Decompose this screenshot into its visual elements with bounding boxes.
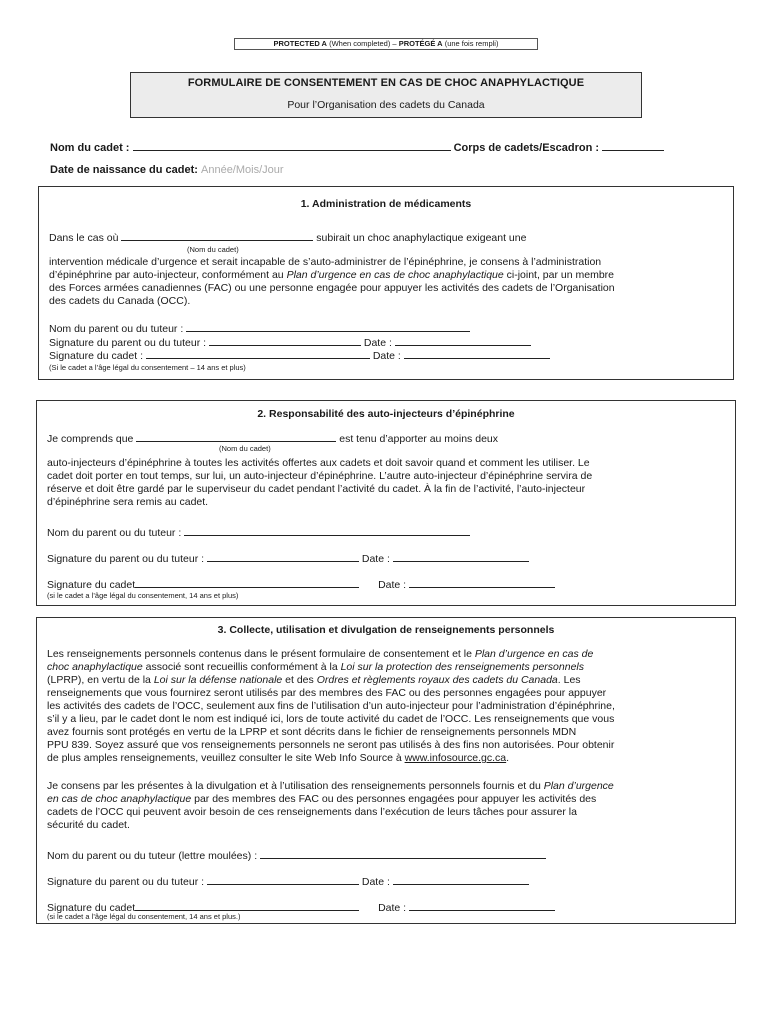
section1-parent-sig-row: Signature du parent ou du tuteur : Date : — [49, 335, 531, 350]
section1-cadet-sig-field[interactable] — [146, 348, 370, 359]
section1-parent-date-field[interactable] — [395, 335, 531, 346]
section2-intro: Je comprends que est tenu d’apporter au moins deux — [47, 433, 498, 445]
protected-fr: PROTÉGÉ A — [398, 39, 443, 48]
section2-age-note: (si le cadet a l’âge légal du consentement, 14 ans et plus) — [47, 591, 239, 600]
section2-cadet-name-field[interactable] — [136, 431, 336, 442]
section-medication — [38, 186, 734, 380]
section3-cadet-sig-row: Signature du cadet Date : — [47, 900, 555, 915]
protected-fr-note: (une fois rempli) — [444, 39, 499, 48]
section1-cadet-name-field[interactable] — [121, 230, 313, 241]
section1-parent-name-field[interactable] — [186, 321, 470, 332]
section1-intro: Dans le cas où subirait un choc anaphylactique exigeant une — [49, 232, 527, 244]
section2-name-hint: (Nom du cadet) — [219, 444, 271, 453]
protected-en-note: (When completed) – — [329, 39, 399, 48]
section2-parent-name-field[interactable] — [184, 525, 470, 536]
section3-consent-paragraph: Je consens par les présentes à la divulgation et à l’utilisation des renseignements personnels fournis et du Plan d’urgence en cas de choc anaphylactique par des membres des FAC ou des personnes engagées pour appuyer les activités des cadets de l’OCC qui peuvent avoir besoin de ces renseignements dans l’exécution de leurs tâches pour assurer la sécurité du cadet. — [47, 780, 614, 831]
section1-parent-name-row: Nom du parent ou du tuteur : — [49, 321, 470, 336]
section3-cadet-sig-field[interactable] — [135, 900, 359, 911]
form-title: FORMULAIRE DE CONSENTEMENT EN CAS DE CHOC ANAPHYLACTIQUE — [187, 77, 585, 89]
section2-parent-date-field[interactable] — [393, 551, 529, 562]
section1-title: 1. Administration de médicaments — [300, 198, 472, 210]
section3-parent-name-row: Nom du parent ou du tuteur (lettre moulées) : — [47, 848, 546, 863]
section3-parent-date-field[interactable] — [393, 874, 529, 885]
infosource-link[interactable]: www.infosource.gc.ca — [404, 752, 507, 764]
cadet-name-row — [50, 140, 664, 154]
section3-cadet-date-field[interactable] — [409, 900, 555, 911]
section-privacy — [36, 617, 736, 924]
protected-header — [234, 38, 538, 50]
section2-parent-sig-row: Signature du parent ou du tuteur : Date : — [47, 551, 529, 566]
dob-field[interactable]: Année/Mois/Jour — [201, 164, 284, 176]
section1-cadet-date-field[interactable] — [404, 348, 550, 359]
section3-title: 3. Collecte, utilisation et divulgation de renseignements personnels — [217, 624, 555, 636]
section3-parent-sig-field[interactable] — [207, 874, 359, 885]
section3-parent-name-field[interactable] — [260, 848, 546, 859]
section2-parent-name-row: Nom du parent ou du tuteur : — [47, 525, 470, 540]
section2-cadet-date-field[interactable] — [409, 577, 555, 588]
section2-cadet-sig-field[interactable] — [135, 577, 359, 588]
form-subtitle: Pour l’Organisation des cadets du Canada — [287, 99, 485, 111]
cadet-name-label: Nom du cadet : — [50, 142, 133, 154]
section3-privacy-paragraph: Les renseignements personnels contenus dans le présent formulaire de consentement et le Plan d’urgence en cas de choc anaphylactique associé sont recueillis conformément à la Loi sur la protection des renseignements personnels (LPRP), en vertu de la Loi sur la défense nationale et des Ordres et règlements royaux des cadets du Canada. Les renseignements que vous fournirez seront utilisés par des membres des FAC ou des personnes engagées pour appuyer les activités des cadets de l’OCC, seulement aux fins de l’utilisation d’un auto-injecteur pour l’administration d’épinéphrine, s’il y a lieu, par le cadet dont le nom est indiqué ici, lors de toute activité du cadet de l’OCC. Les renseignements que vous avez fournis sont protégés en vertu de la LPRP et sont décrits dans le fichier de renseignements personnels MDN PPU 839. Soyez assuré que vos renseignements personnels ne seront pas utilisés à des fins non autorisées. Pour obtenir de plus amples renseignements, veuillez consulter le site Web Info Source à www.infosource.gc.ca. — [47, 648, 615, 764]
section2-paragraph: auto-injecteurs d’épinéphrine à toutes les activités offertes aux cadets et doit savoir quand et comment les utiliser. Le cadet doit porter en tout temps, sur lui, un auto-injecteur d’épinéphrine. L’autre auto-injecteur d’épinéphrine servira de réserve et doit être gardé par le superviseur du cadet pendant l’activité du cadet. À la fin de l’activité, l’auto-injecteur d’épinéphrine sera remis au cadet. — [47, 457, 593, 508]
section1-paragraph: intervention médicale d’urgence et serait incapable de s’auto-administrer de l’épinéphrine, je consens à l’administration d’épinéphrine par auto-injecteur, conformément au Plan d’urgence en cas de choc anaphylactique ci-joint, par un membre des Forces armées canadiennes (FAC) ou une personne engagée pour appuyer les activités des cadets de l’Organisation des cadets du Canada (OCC). — [49, 256, 615, 307]
corps-label: Corps de cadets/Escadron : — [453, 142, 603, 154]
section2-cadet-sig-row: Signature du cadet Date : — [47, 577, 555, 592]
dob-row — [50, 164, 284, 176]
protected-en: PROTECTED A — [273, 39, 327, 48]
corps-field[interactable] — [602, 140, 664, 151]
section3-parent-sig-row: Signature du parent ou du tuteur : Date : — [47, 874, 529, 889]
section1-cadet-sig-row: Signature du cadet : Date : — [49, 348, 550, 363]
title-box — [130, 72, 642, 118]
section1-age-note: (Si le cadet a l’âge légal du consentement – 14 ans et plus) — [49, 363, 246, 372]
section-autoinjector — [36, 400, 736, 606]
section1-parent-sig-field[interactable] — [209, 335, 361, 346]
cadet-name-field[interactable] — [133, 140, 451, 151]
section3-age-note: (si le cadet a l’âge légal du consentement, 14 ans et plus.) — [47, 912, 241, 921]
dob-label: Date de naissance du cadet: — [50, 164, 201, 176]
section2-parent-sig-field[interactable] — [207, 551, 359, 562]
section2-title: 2. Responsabilité des auto-injecteurs d’épinéphrine — [257, 408, 515, 420]
section1-name-hint: (Nom du cadet) — [187, 245, 239, 254]
